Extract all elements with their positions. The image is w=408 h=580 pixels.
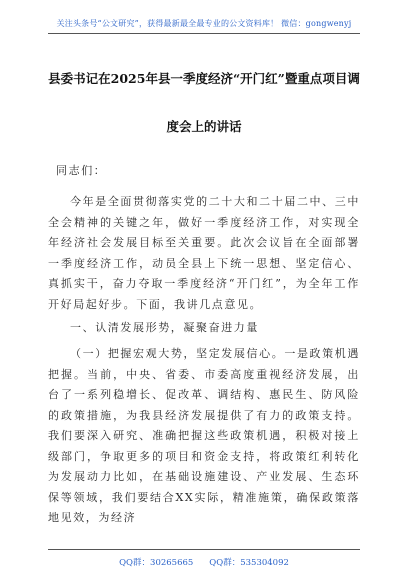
footer-qq-group-1: QQ群：30265665 bbox=[119, 558, 194, 568]
header-banner: 关注头条号“公文研究”，获得最新最全最专业的公文资料库！ 微信：gongwenyj bbox=[56, 19, 352, 28]
document-title-line-1: 县委书记在2025年县一季度经济“开门红”暨重点项目调 bbox=[48, 71, 360, 86]
document-title-line-2: 度会上的讲话 bbox=[166, 119, 242, 134]
footer-divider bbox=[48, 549, 360, 550]
footer bbox=[0, 556, 408, 568]
greeting: 同志们： bbox=[56, 164, 107, 177]
header-divider bbox=[48, 33, 360, 34]
section-heading-1: 一、认清发展形势，凝聚奋进力量 bbox=[70, 321, 259, 334]
footer-qq-group-2: QQ群：535304092 bbox=[209, 558, 289, 568]
paragraph-policy: （一）把握宏观大势，坚定发展信心。一是政策机遇把握。当前，中央、省委、市委高度重视经济发展，出台了一系列稳增长、促改革、调结构、惠民生、防风险的政策措施，为我县经济发展提供了有力的政策支持。我们要深入研究、准确把握这些政策机遇，积极对接上级部门，争取更多的项目和资金支持，将政策红利转化为发展动力比如，在基础设施建设、产业发展、生态环保等领域，我们要结合XX实际，精准施策，确保政策落地见效，为经济 bbox=[48, 347, 360, 524]
paragraph-intro: 今年是全面贯彻落实党的二十大和二十届二中、三中全会精神的关键之年，做好一季度经济工作，对实现全年经济社会发展目标至关重要。此次会议旨在全面部署一季度经济工作，动员全县上下统一思想、坚定信心、真抓实干，奋力夺取一季度经济“开门红”，为全年工作开好局起好步。下面，我讲几点意见。 bbox=[48, 195, 360, 311]
